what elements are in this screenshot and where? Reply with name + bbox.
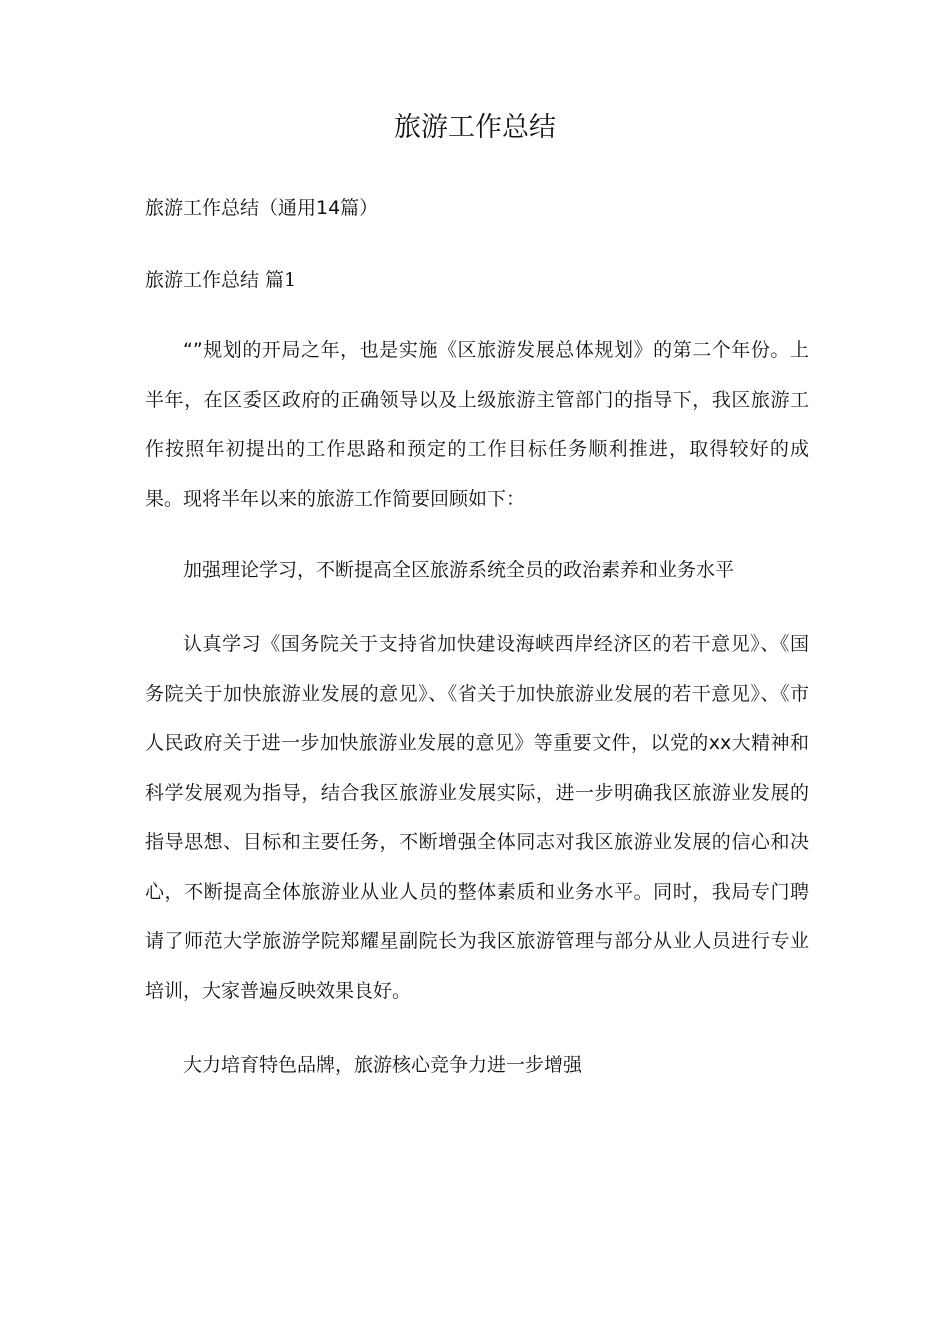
body-paragraph-intro: “”规划的开局之年，也是实施《区旅游发展总体规划》的第二个年份。上半年，在区委区政府的正确领导以及上级旅游主管部门的指导下，我区旅游工作按照年初提出的工作思路和预定的工作目标任务顺利推进，取得较好的成果。现将半年以来的旅游工作简要回顾如下： [145,339,809,510]
body-paragraph-study: 认真学习《国务院关于支持省加快建设海峡西岸经济区的若干意见》、《国务院关于加快旅游业发展的意见》、《省关于加快旅游业发展的若干意见》、《市人民政府关于进一步加快旅游业发展的意见》等重要文件，以党的xx大精神和科学发展观为指导，结合我区旅游业发展实际，进一步明确我区旅游业发展的指导思想、目标和主要任务，不断增强全体同志对我区旅游业发展的信心和决心，不断提高全体旅游业从业人员的整体素质和业务水平。同时，我局专门聘请了师范大学旅游学院郑耀星副院长为我区旅游管理与部分从业人员进行专业培训，大家普遍反映效果良好。 [145,633,809,1002]
section-heading: 旅游工作总结 篇1 [145,269,297,291]
body-paragraph-heading-theory: 加强理论学习，不断提高全区旅游系统全员的政治素养和业务水平 [183,559,735,581]
body-paragraph-heading-brand: 大力培育特色品牌，旅游核心竞争力进一步增强 [183,1054,583,1076]
document-title: 旅游工作总结 [394,112,556,143]
document-subtitle: 旅游工作总结（通用14篇） [145,197,379,219]
